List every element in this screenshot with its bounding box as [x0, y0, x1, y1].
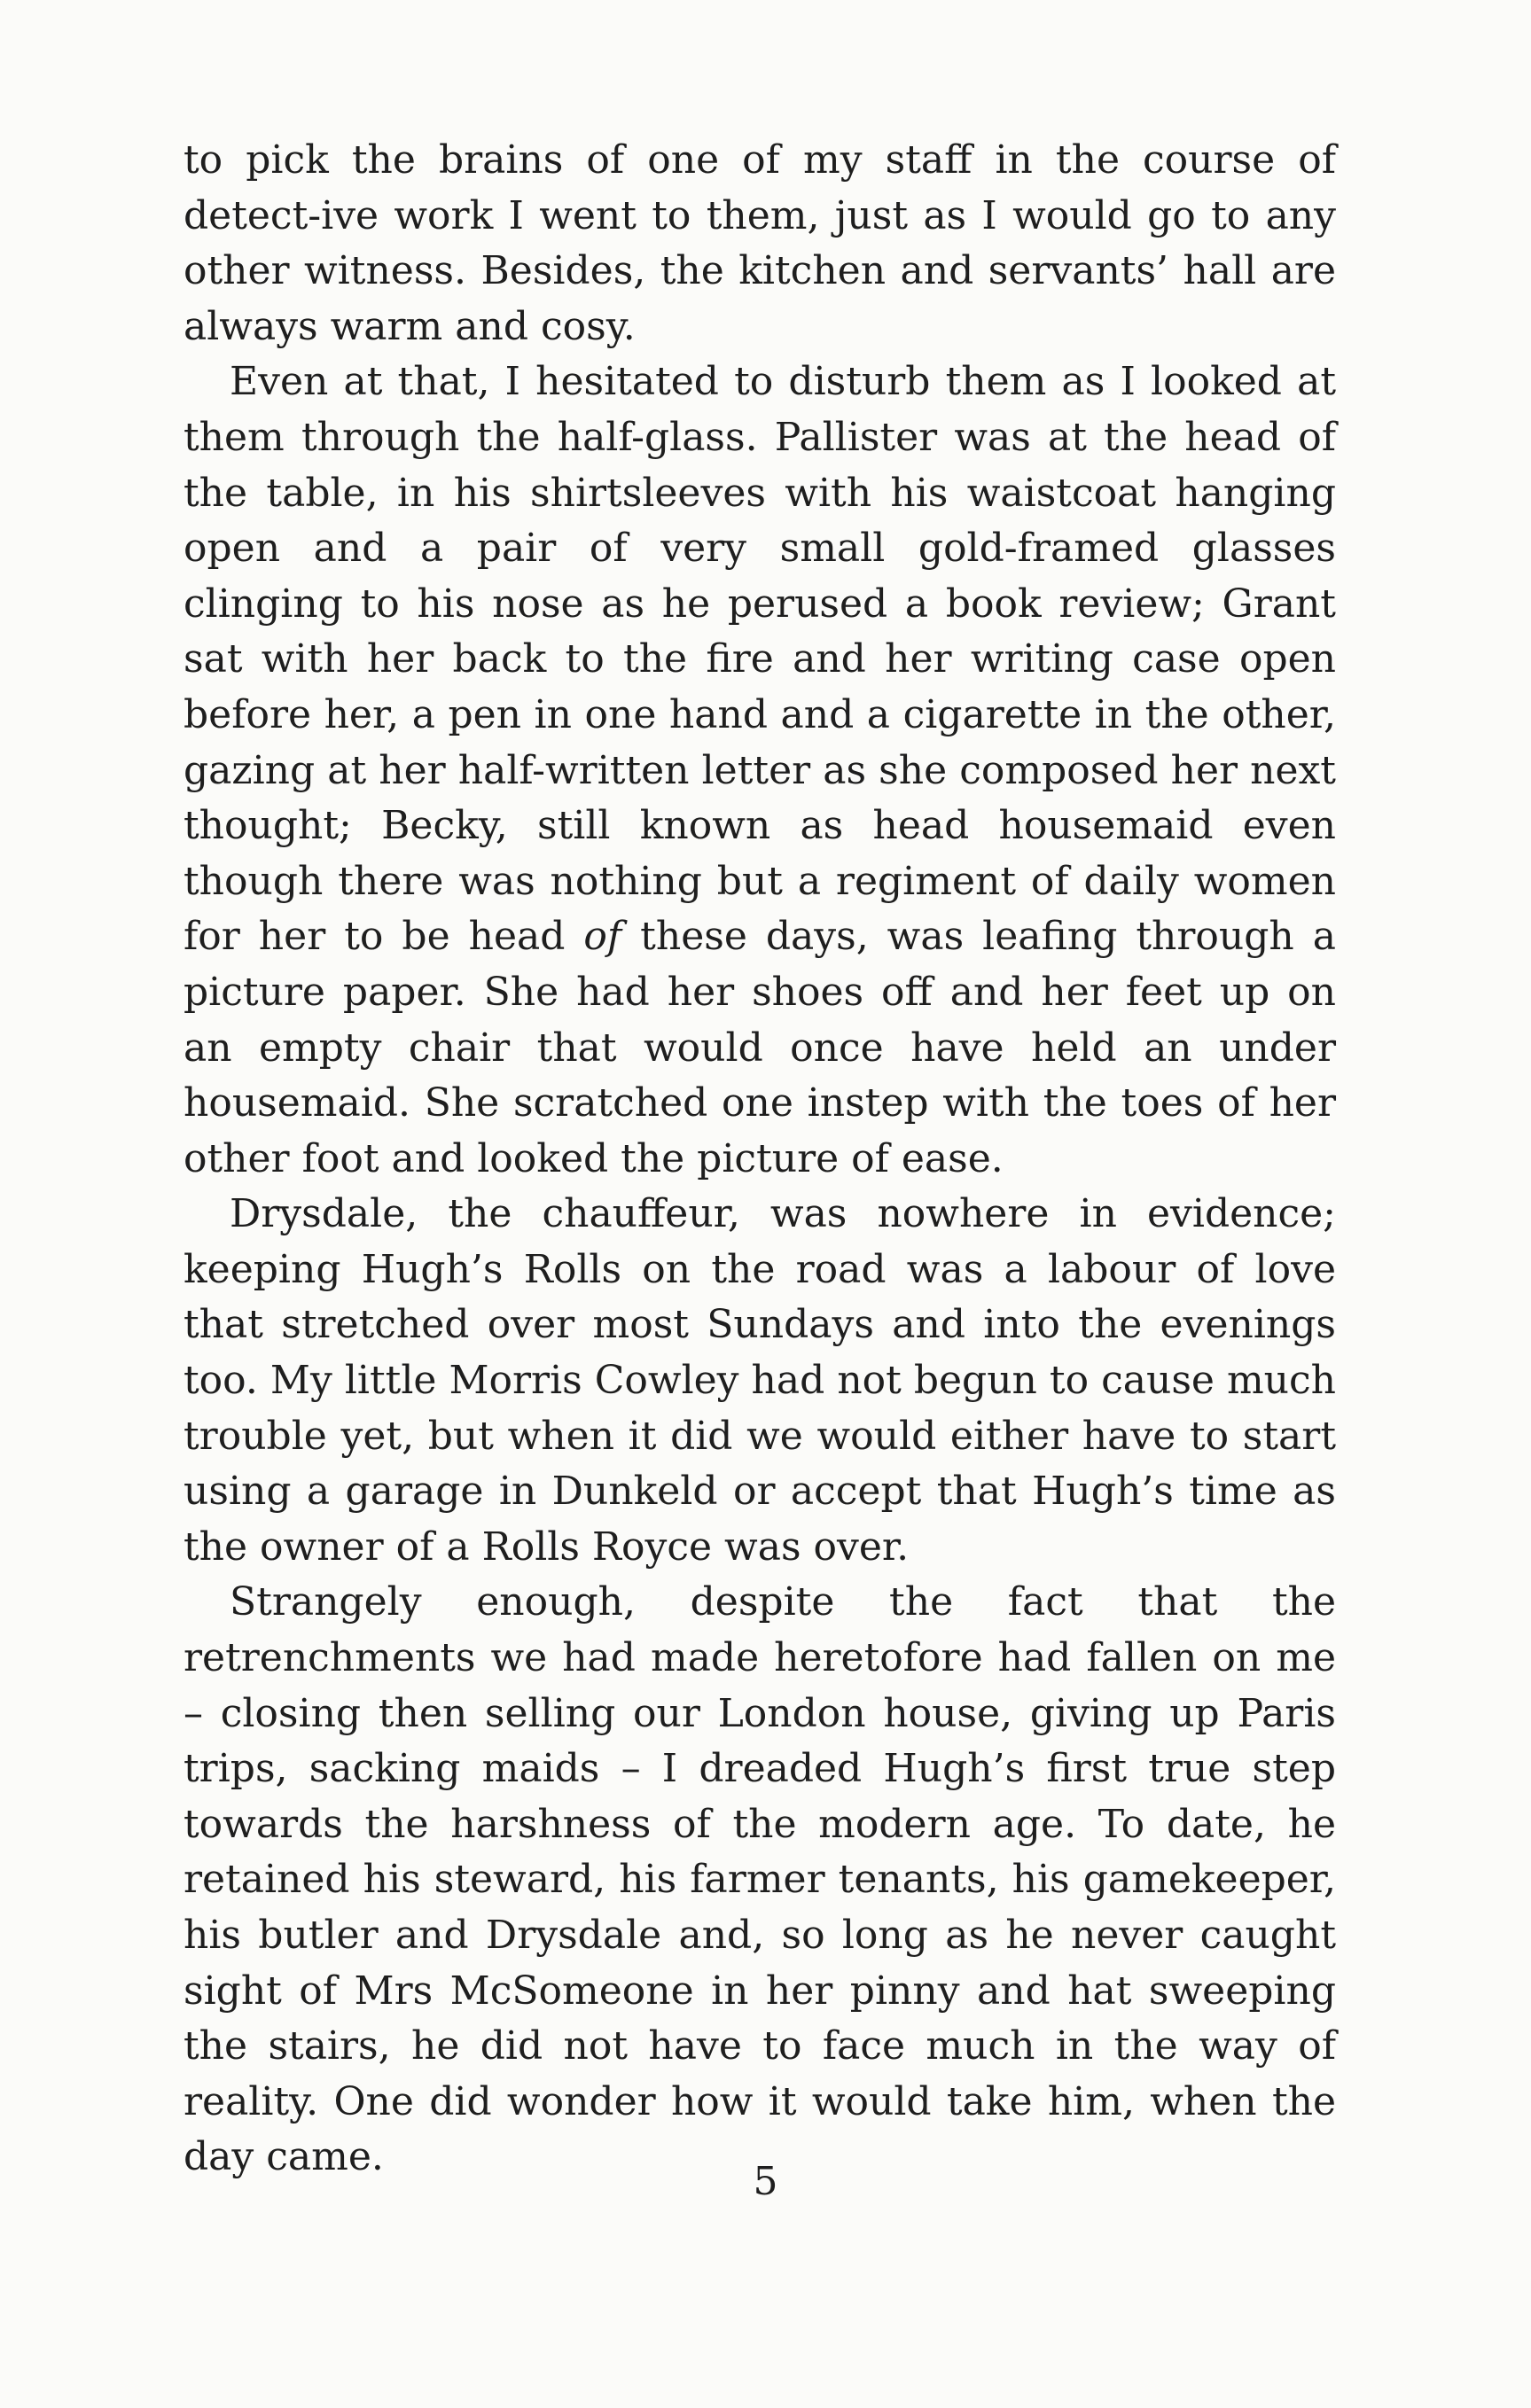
paragraph-2 [184, 355, 1336, 1187]
page-body [184, 133, 1336, 2186]
paragraph-4: Strangely enough, despite the fact that the retrenchments we had made heretofore had fallen on me – closing then selling our London house, giving up Paris trips, sacking maids – I dreaded Hugh’s first true step towards the harshness of the modern age. To date, he retained his steward, his farmer tenants, his gamekeeper, his butler and Drysdale and, so long as he never caught sight of Mrs McSomeone in her pinny and hat sweeping the stairs, he did not have to face much in the way of reality. One did wonder how it would take him, when the day came. [184, 1579, 1336, 2180]
paragraph-1: to pick the brains of one of my staff in the course of detect-ive work I went to them, just as I would go to any other witness. Besides, the kitchen and servants’ hall are always warm and cosy. [184, 137, 1336, 349]
paragraph-2-emphasis: of [583, 914, 622, 960]
paragraph-2-text-after: these days, was leafing through a picture paper. She had her shoes off and her feet up on an empty chair that would once have held an under housemaid. She scratched one instep with the toes of her other foot and looked the picture of ease. [184, 914, 1336, 1181]
paragraph-3: Drysdale, the chauffeur, was nowhere in evidence; keeping Hugh’s Rolls on the road was a labour of love that stretched over most Sundays and into the evenings too. My little Morris Cowley had not begun to cause much trouble yet, but when it did we would either have to start using a garage in Dunkeld or accept that Hugh’s time as the owner of a Rolls Royce was over. [184, 1191, 1336, 1570]
paragraph-2-text-before: Even at that, I hesitated to disturb them as I looked at them through the half-glass. Pallister was at the head of the table, in his shirtsleeves with his waistcoat hanging open and a pair of very small gold-framed glasses clinging to his nose as he perused a book review; Grant sat with her back to the fire and her writing case open before her, a pen in one hand and a cigarette in the other, gazing at her half-written letter as she composed her next thought; Becky, still known as head housemaid even though there was nothing but a regiment of daily women for her to be head [184, 359, 1336, 960]
page-number: 5 [753, 2159, 778, 2204]
